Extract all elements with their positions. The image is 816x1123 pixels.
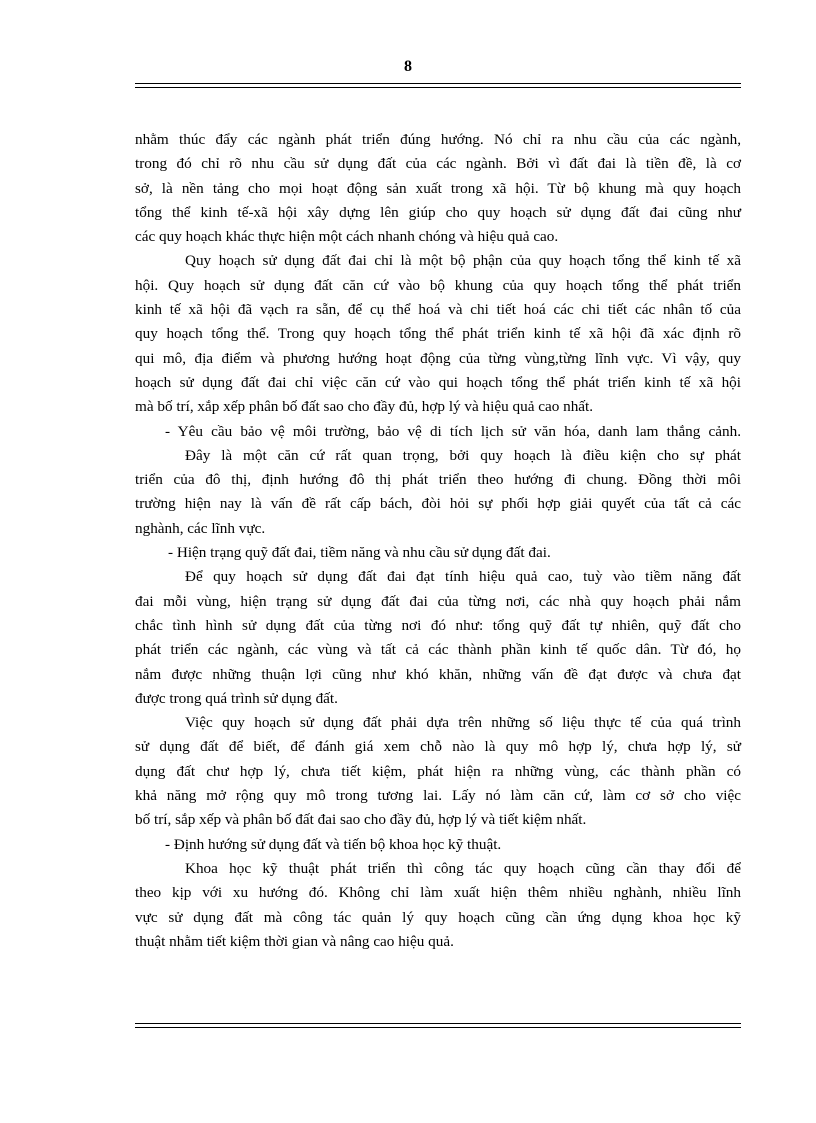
text-line: khả năng mở rộng quy mô trong tương lai. Lấy nó làm căn cứ, làm cơ sở cho việc xyxy=(135,787,741,805)
text-line: Quy hoạch sử dụng đất đai chỉ là một bộ phận của quy hoạch tổng thể kinh tế xã xyxy=(185,252,741,270)
text-line: nghành, các lĩnh vực. xyxy=(135,519,266,537)
text-line: nhằm thúc đẩy các ngành phát triển đúng hướng. Nó chỉ ra nhu cầu của các ngành, xyxy=(135,131,741,148)
body-text xyxy=(135,128,741,954)
text-line: chắc tình hình sử dụng đất của từng nơi đó như: tổng quỹ đất tự nhiên, quỹ đất cho xyxy=(135,616,741,634)
text-line: qui mô, địa điểm và phương hướng hoạt động của từng vùng,từng lĩnh vực. Vì vậy, quy xyxy=(135,349,741,367)
text-line: trường hiện nay là vấn đề rất cấp bách, đòi hỏi sự phối hợp giải quyết của tất cả các xyxy=(135,495,741,513)
text-line: dụng đất chư hợp lý, chưa tiết kiệm, phát hiện ra những vùng, các thành phần có xyxy=(135,762,741,780)
text-line: Đây là một căn cứ rất quan trọng, bởi quy hoạch là điều kiện cho sự phát xyxy=(185,446,741,464)
text-line: - Định hướng sử dụng đất và tiến bộ khoa học kỹ thuật. xyxy=(165,835,502,853)
text-line: quy hoạch tổng thể. Trong quy hoạch tổng thể phát triển kinh tế xã hội đã xác định rõ xyxy=(135,325,741,343)
text-line: Việc quy hoạch sử dụng đất phải dựa trên những số liệu thực tế của quá trình xyxy=(185,714,741,732)
text-line: bố trí, sắp xếp và phân bố đất đai sao cho đầy đủ, hợp lý và tiết kiệm nhất. xyxy=(135,811,587,829)
text-line: - Yêu cầu bảo vệ môi trường, bảo vệ di tích lịch sử văn hóa, danh lam thắng cảnh. xyxy=(165,422,741,440)
text-line: sở, là nền tảng cho mọi hoạt động sản xuất trong xã hội. Từ bộ khung mà quy hoạch xyxy=(135,179,741,197)
text-line: mà bố trí, xắp xếp phân bố đất sao cho đầy đủ, hợp lý và hiệu quả cao nhất. xyxy=(135,398,594,416)
footer-double-rule xyxy=(135,1023,741,1028)
text-line: Để quy hoạch sử dụng đất đai đạt tính hiệu quả cao, tuỳ vào tiềm năng đất xyxy=(185,568,741,586)
text-line: - Hiện trạng quỹ đất đai, tiềm năng và nhu cầu sử dụng đất đai. xyxy=(168,544,551,562)
text-line: đai mỗi vùng, hiện trạng sử dụng đất đai của từng nơi, các nhà quy hoạch phải nắm xyxy=(135,592,741,610)
header-double-rule xyxy=(135,83,741,88)
text-line: kinh tế xã hội đã vạch ra sẵn, để cụ thể hoá và chi tiết hoá các chi tiết các nhân tố của xyxy=(135,301,741,319)
text-line: Khoa học kỹ thuật phát triển thì công tác quy hoạch cũng cần thay đổi để xyxy=(185,859,741,877)
text-line: trong đó chỉ rõ nhu cầu sử dụng đất của các ngành. Bởi vì đất đai là tiền đề, là cơ xyxy=(135,155,741,173)
text-line: phát triển các ngành, các vùng và tất cả các thành phần kinh tế quốc dân. Từ đó, họ xyxy=(135,641,741,659)
text-line: các quy hoạch khác thực hiện một cách nhanh chóng và hiệu quả cao. xyxy=(135,228,559,246)
text-line: sử dụng đất để biết, để đánh giá xem chỗ nào là quy mô hợp lý, chưa hợp lý, sử xyxy=(135,738,741,756)
text-line: hoạch sử dụng đất đai chỉ việc căn cứ vào qui hoạch tổng thể phát triển kinh tế xã hội xyxy=(135,373,741,391)
text-line: vực sử dụng đất mà công tác quản lý quy hoạch cũng cần ứng dụng khoa học kỹ xyxy=(135,908,741,926)
text-line: triển của đô thị, định hướng đô thị phát triển theo hướng đi chung. Đồng thời môi xyxy=(135,471,741,489)
text-line: nắm được những thuận lợi cũng như khó khăn, những vấn đề đạt được và chưa đạt xyxy=(135,665,741,683)
text-line: theo kịp với xu hướng đó. Không chỉ làm xuất hiện thêm nhiều nghành, nhiều lĩnh xyxy=(135,884,741,902)
text-line: tổng thể kinh tế-xã hội xây dựng lên giúp cho quy hoạch sử dụng đất đai cũng như xyxy=(135,203,741,221)
page-number: 8 xyxy=(404,58,412,75)
text-line: thuật nhằm tiết kiệm thời gian và nâng cao hiệu quả. xyxy=(135,932,454,950)
text-line: được trong quá trình sử dụng đất. xyxy=(135,689,338,707)
text-line: hội. Quy hoạch sử dụng đất căn cứ vào bộ khung của quy hoạch tổng thể phát triển xyxy=(135,276,741,294)
